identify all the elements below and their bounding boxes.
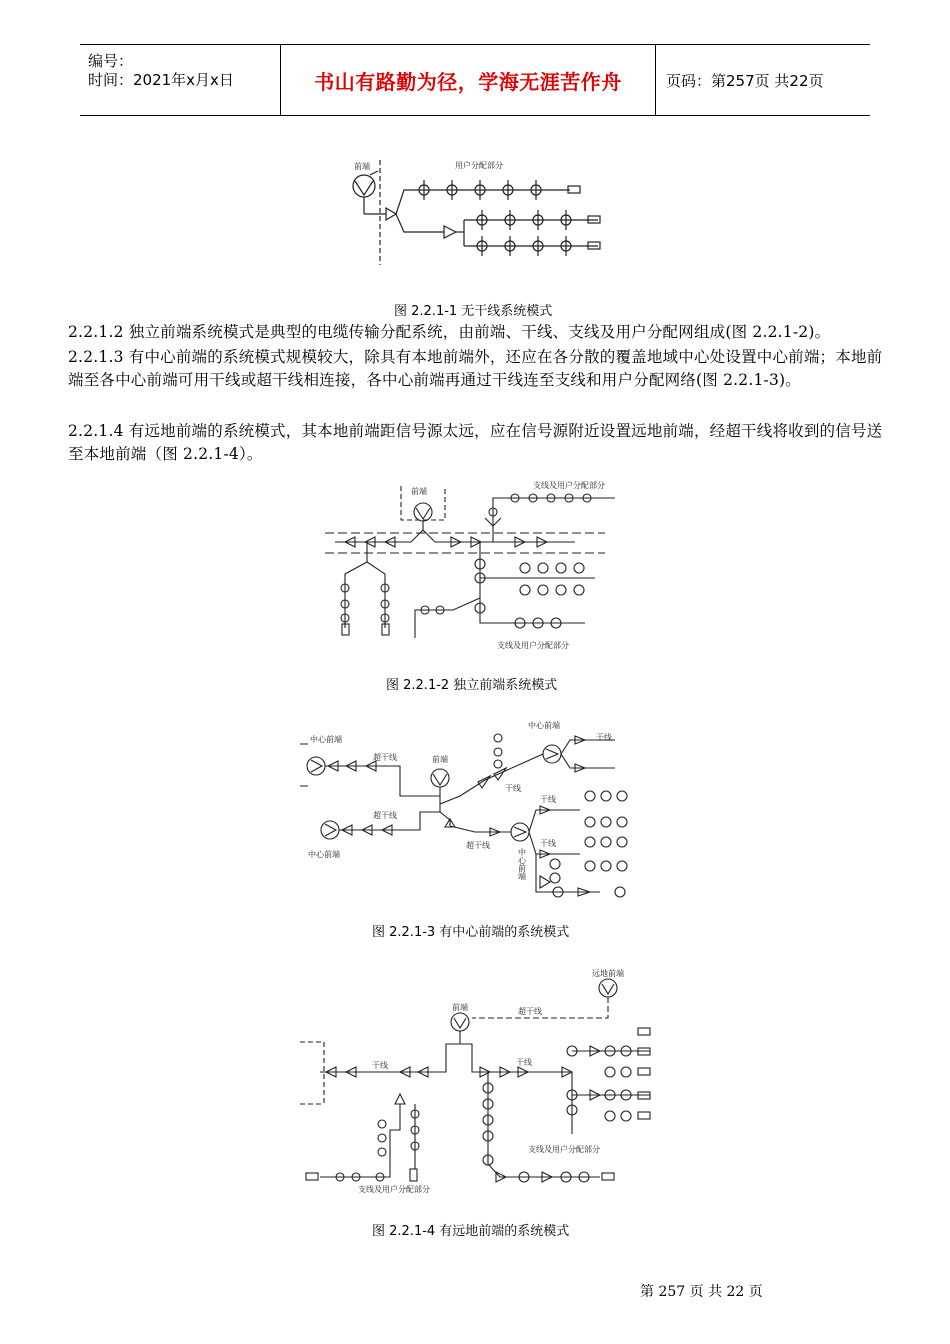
fig3-super2-label: 超干线 bbox=[373, 811, 397, 820]
fig3-trunk4-label: 干线 bbox=[540, 839, 556, 848]
number-label: 编号： bbox=[88, 52, 134, 70]
fig4-remote-antenna-icon bbox=[599, 979, 617, 997]
fig3-tap-groups bbox=[494, 734, 627, 897]
fig4-super-label: 超干线 bbox=[518, 1007, 542, 1016]
fig1-antenna-icon bbox=[353, 171, 386, 214]
fig3-amplifier-chain bbox=[328, 736, 590, 896]
figure-independent-headend-diagram bbox=[325, 478, 615, 653]
fig1-headend-label: 前端 bbox=[354, 162, 370, 171]
fig4-branch-left-label: 支线及用户分配部分 bbox=[358, 1185, 430, 1194]
fig4-trunk-amplifiers bbox=[326, 1046, 600, 1182]
fig3-headend-label: 前端 bbox=[432, 755, 448, 764]
figure-4-caption: 图 2.2.1-4 有远地前端的系统模式 bbox=[372, 1224, 570, 1239]
header-motto-cell bbox=[280, 45, 656, 115]
fig1-user-label: 用户分配部分 bbox=[455, 161, 503, 170]
figure-3-caption: 图 2.2.1-3 有中心前端的系统模式 bbox=[372, 925, 570, 940]
fig4-headend-label: 前端 bbox=[452, 1003, 468, 1012]
fig2-branch-bottom-label: 支线及用户分配部分 bbox=[497, 641, 569, 650]
fig3-center-tr-icon bbox=[543, 745, 561, 763]
fig3-center-mid-label: 中心前端 bbox=[517, 848, 527, 880]
fig2-right-taps bbox=[421, 559, 584, 628]
figure-2-caption: 图 2.2.1-2 独立前端系统模式 bbox=[386, 678, 558, 693]
fig3-center-bl-icon bbox=[321, 821, 339, 839]
fig1-amplifier-icon bbox=[444, 226, 456, 238]
figure-no-trunk-diagram bbox=[340, 150, 610, 270]
fig2-branch-top-label: 支线及用户分配部分 bbox=[533, 481, 605, 490]
fig3-center-tl-icon bbox=[307, 757, 325, 775]
fig2-top-taps bbox=[489, 494, 591, 516]
fig3-super1-label: 超干线 bbox=[373, 753, 397, 762]
page-footer: 第 257 页 共 22 页 bbox=[640, 1284, 763, 1300]
page-header bbox=[80, 44, 870, 116]
fig3-center-bl-label: 中心前端 bbox=[308, 850, 340, 859]
fig3-trunk1-label: 干线 bbox=[505, 784, 521, 793]
fig3-trunk2-label: 干线 bbox=[596, 733, 612, 742]
fig4-trunk2-label: 干线 bbox=[516, 1058, 532, 1067]
figure-remote-headend-diagram bbox=[300, 964, 660, 1200]
time-label: 时间：2021年x月x日 bbox=[88, 71, 234, 89]
figure-1-caption: 图 2.2.1-1 无干线系统模式 bbox=[394, 304, 553, 319]
paragraph-2-2-1-4: 2.2.1.4 有远地前端的系统模式，其本地前端距信号源太远，应在信号源附近设置远地前端，经超干线将收到的信号送至本地前端（图 2.2.1-4）。 bbox=[68, 422, 883, 463]
fig3-headend-icon bbox=[431, 769, 449, 787]
page-label: 页码：第257页 共22页 bbox=[666, 71, 824, 90]
fig4-trunk1-label: 干线 bbox=[372, 1061, 388, 1070]
fig4-headend-antenna-icon bbox=[451, 1013, 469, 1031]
fig1-splitter-icon bbox=[386, 208, 396, 220]
fig3-center-tl-label: 中心前端 bbox=[310, 735, 342, 744]
fig3-center-mid-icon bbox=[511, 823, 529, 841]
paragraph-2-2-1-3: 2.2.1.3 有中心前端的系统模式规模较大，除具有本地前端外，还应在各分散的覆盖地域中心处设置中心前端；本地前端至各中心前端可用干线或超干线相连接，各中心前端再通过干线连至支线和用户分配网络(图 2.2.1-3)。 bbox=[68, 348, 883, 389]
fig2-antenna-icon bbox=[414, 503, 432, 521]
fig3-center-tr-label: 中心前端 bbox=[528, 721, 560, 730]
fig2-headend-label: 前端 bbox=[411, 487, 427, 496]
fig4-branch-right-label: 支线及用户分配部分 bbox=[528, 1145, 600, 1154]
header-page-cell bbox=[656, 45, 880, 115]
fig2-left-taps bbox=[341, 584, 389, 635]
paragraph-2-2-1-2: 2.2.1.2 独立前端系统模式是典型的电缆传输分配系统，由前端、干线、支线及用户分配网组成(图 2.2.1-2)。 bbox=[68, 323, 831, 341]
fig3-trunk3-label: 干线 bbox=[540, 795, 556, 804]
fig4-remote-label: 远地前端 bbox=[592, 969, 624, 978]
motto-text: 书山有路勤为径，学海无涯苦作舟 bbox=[314, 69, 622, 94]
header-info-cell bbox=[80, 45, 280, 115]
fig3-super3-label: 超干线 bbox=[466, 841, 490, 850]
figure-center-headend-diagram bbox=[300, 716, 650, 912]
